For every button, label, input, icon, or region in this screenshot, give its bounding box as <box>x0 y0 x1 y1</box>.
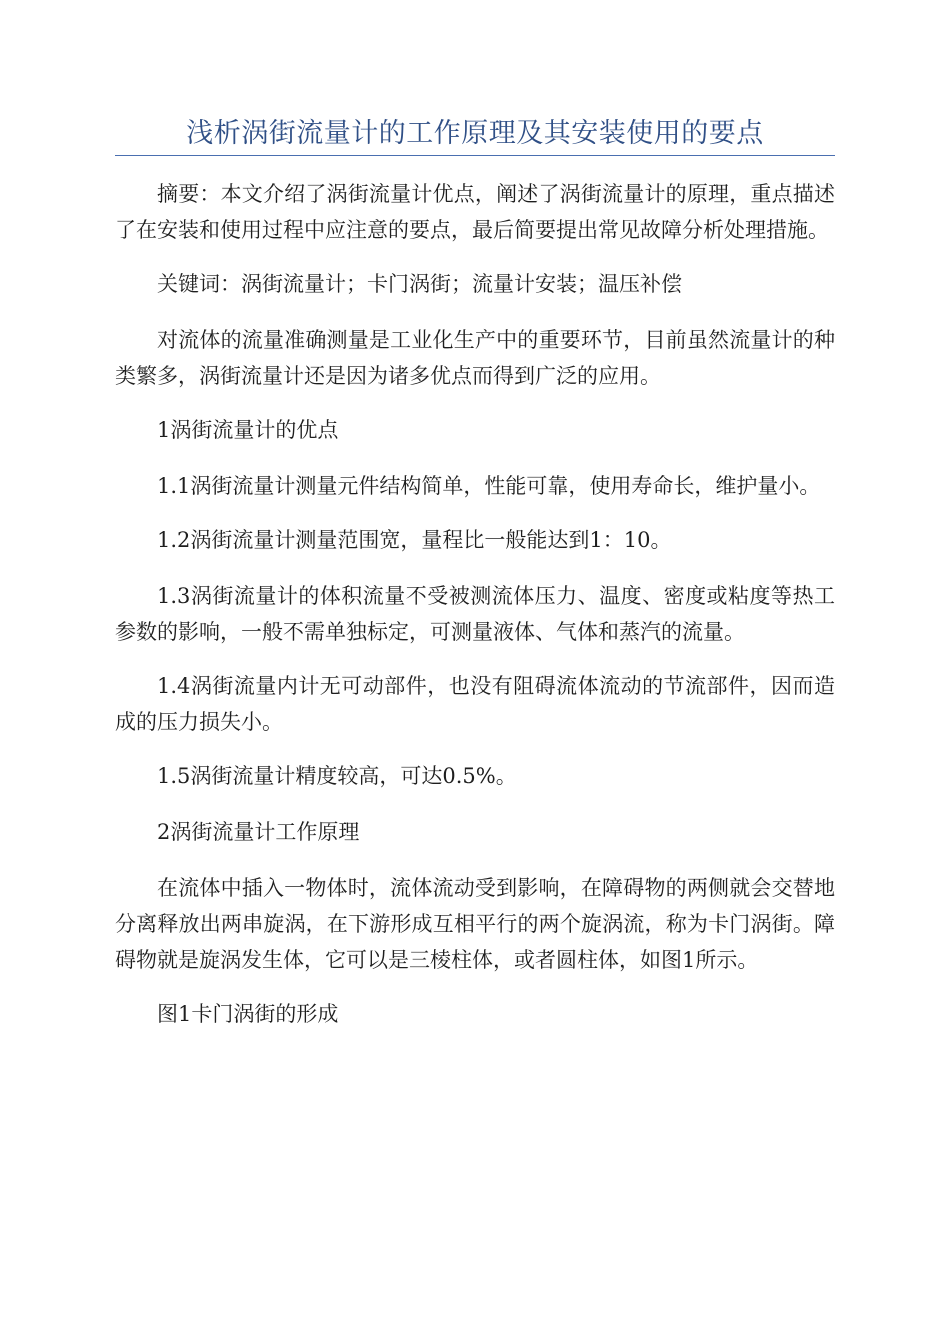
principle-paragraph: 在流体中插入一物体时，流体流动受到影响，在障碍物的两侧就会交替地分离释放出两串旋涡，在下游形成互相平行的两个旋涡流，称为卡门涡街。障碍物就是旋涡发生体，它可以是三棱柱体，或者圆柱体，如图1所示。 <box>115 876 835 972</box>
section-heading-advantages: 1涡街流量计的优点 <box>157 418 339 442</box>
title-underline <box>115 155 835 156</box>
figure-caption: 图1卡门涡街的形成 <box>157 1002 339 1026</box>
advantage-item-1-2: 1.2涡街流量计测量范围宽，量程比一般能达到1：10。 <box>157 528 672 552</box>
document-title: 浅析涡街流量计的工作原理及其安装使用的要点 <box>186 118 764 149</box>
advantage-item-1-3: 1.3涡街流量计的体积流量不受被测流体压力、温度、密度或粘度等热工参数的影响，一般不需单独标定，可测量液体、气体和蒸汽的流量。 <box>115 584 835 644</box>
document-body <box>115 176 835 1052</box>
keywords-paragraph: 关键词：涡街流量计；卡门涡街；流量计安装；温压补偿 <box>157 272 682 296</box>
advantage-item-1-1: 1.1涡街流量计测量元件结构简单，性能可靠，使用寿命长，维护量小。 <box>157 474 821 498</box>
advantage-item-1-4: 1.4涡街流量内计无可动部件，也没有阻碍流体流动的节流部件，因而造成的压力损失小。 <box>115 674 835 734</box>
section-heading-principle: 2涡街流量计工作原理 <box>157 820 360 844</box>
intro-paragraph: 对流体的流量准确测量是工业化生产中的重要环节，目前虽然流量计的种类繁多，涡街流量计还是因为诸多优点而得到广泛的应用。 <box>115 328 835 388</box>
advantage-item-1-5: 1.5涡街流量计精度较高，可达0.5%。 <box>157 764 517 788</box>
abstract-paragraph: 摘要：本文介绍了涡街流量计优点，阐述了涡街流量计的原理，重点描述了在安装和使用过程中应注意的要点，最后简要提出常见故障分析处理措施。 <box>115 182 835 242</box>
